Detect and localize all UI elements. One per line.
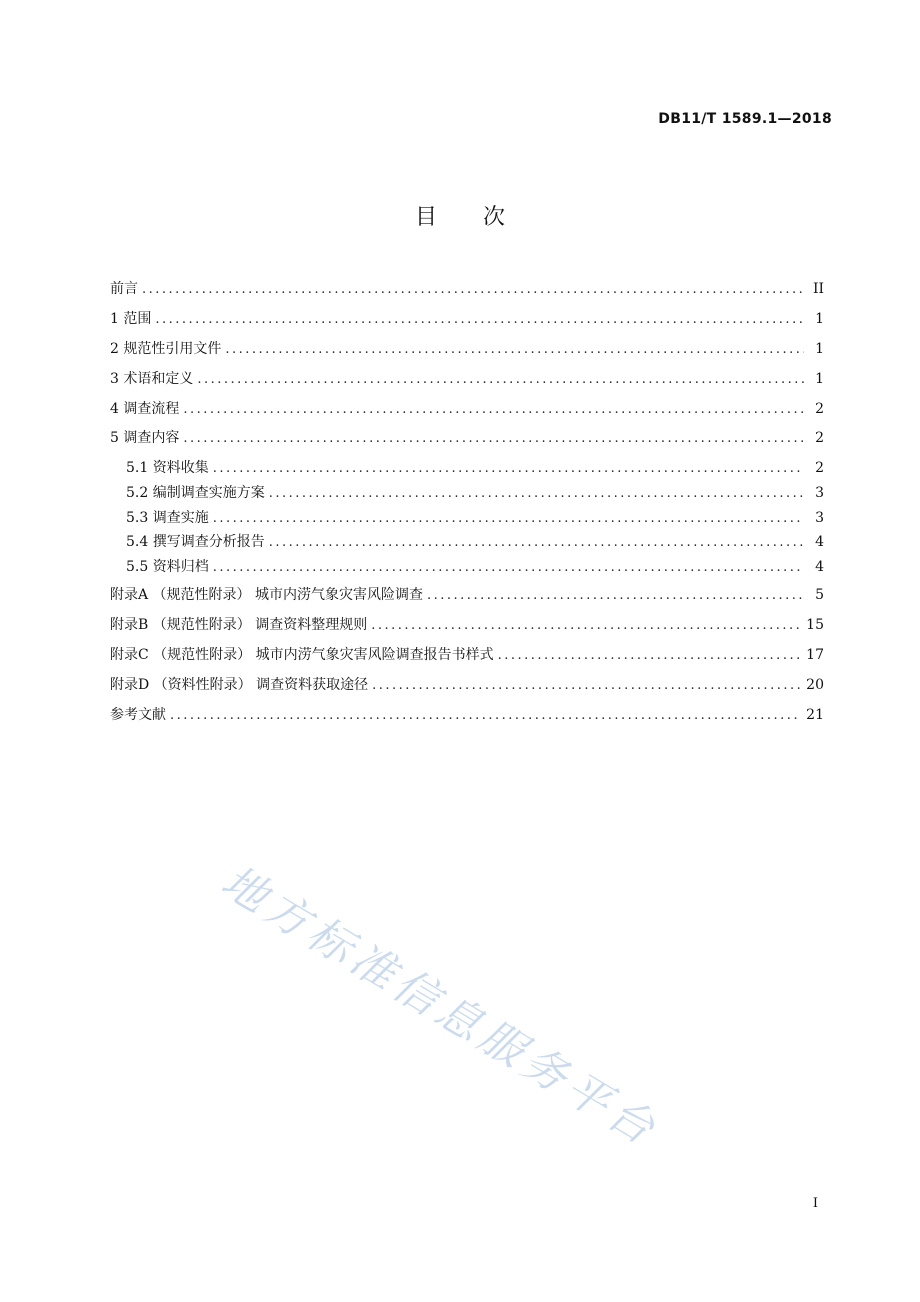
toc-dot-leader xyxy=(183,402,804,417)
toc-title: 目次 xyxy=(414,205,551,230)
toc-dot-leader xyxy=(372,678,800,693)
toc-dot-leader xyxy=(197,372,804,387)
toc-dot-leader xyxy=(183,431,804,446)
toc-entry-title: 附录A （规范性附录） 城市内涝气象灾害风险调查 xyxy=(110,587,424,604)
toc-dot-leader xyxy=(371,618,800,633)
table-of-contents xyxy=(110,278,824,734)
toc-entry-page: 21 xyxy=(806,706,824,723)
toc-entry-page: 3 xyxy=(815,509,824,526)
toc-entry-title: 5.2 编制调查实施方案 xyxy=(126,484,265,501)
toc-entry-title: 5.1 资料收集 xyxy=(126,460,209,477)
toc-dot-leader xyxy=(155,312,804,327)
toc-dot-leader xyxy=(213,461,804,476)
toc-entry[interactable] xyxy=(110,614,824,644)
toc-dot-leader xyxy=(213,560,804,575)
page-number: I xyxy=(812,1196,818,1211)
toc-entry[interactable] xyxy=(110,398,824,428)
toc-entry-page: 20 xyxy=(806,676,824,693)
toc-entry-page: 2 xyxy=(815,430,824,447)
toc-entry-page: 1 xyxy=(815,370,824,387)
toc-entry-title: 附录D （资料性附录） 调查资料获取途径 xyxy=(110,676,369,693)
watermark: 地方标准信息服务平台 xyxy=(212,855,668,1158)
toc-entry[interactable] xyxy=(110,338,824,368)
toc-entry[interactable] xyxy=(110,644,824,674)
toc-entry-title: 4 调查流程 xyxy=(110,400,180,417)
toc-entry-title: 附录B （规范性附录） 调查资料整理规则 xyxy=(110,617,368,634)
toc-dot-leader xyxy=(213,511,804,526)
toc-entry-title: 5.5 资料归档 xyxy=(126,558,209,575)
toc-dot-leader xyxy=(142,282,804,297)
toc-entry-page: 15 xyxy=(806,617,824,634)
toc-entry-title: 前言 xyxy=(110,281,138,297)
toc-entry-page: 1 xyxy=(815,310,824,327)
toc-entry-page: 17 xyxy=(806,647,824,664)
toc-entry[interactable] xyxy=(110,308,824,338)
toc-dot-leader xyxy=(170,708,800,723)
toc-entry-title: 5 调查内容 xyxy=(110,430,180,447)
toc-entry[interactable] xyxy=(110,507,824,532)
toc-entry[interactable] xyxy=(110,704,824,734)
toc-entry[interactable] xyxy=(110,556,824,581)
toc-entry[interactable] xyxy=(110,584,824,614)
toc-dot-leader xyxy=(427,588,804,603)
toc-entry-page: 5 xyxy=(815,587,824,604)
toc-entry-title: 5.4 撰写调查分析报告 xyxy=(126,534,265,551)
toc-entry-page: 2 xyxy=(815,460,824,477)
toc-entry-page: 4 xyxy=(815,558,824,575)
toc-entry-title: 2 规范性引用文件 xyxy=(110,340,222,357)
toc-entry-page: 3 xyxy=(815,484,824,501)
toc-dot-leader xyxy=(498,648,801,663)
toc-dot-leader xyxy=(225,342,804,357)
toc-entry-title: 1 范围 xyxy=(110,310,152,327)
toc-entry[interactable] xyxy=(110,674,824,704)
toc-entry-title: 5.3 调查实施 xyxy=(126,509,209,526)
toc-entry-page: 1 xyxy=(815,340,824,357)
toc-entry[interactable] xyxy=(110,457,824,482)
toc-entry-page: II xyxy=(812,281,824,297)
toc-entry[interactable] xyxy=(110,368,824,398)
toc-entry[interactable] xyxy=(110,482,824,507)
toc-entry-title: 参考文献 xyxy=(110,706,166,723)
toc-entry[interactable] xyxy=(110,531,824,556)
document-code: DB11/T 1589.1—2018 xyxy=(658,111,832,127)
toc-entry[interactable] xyxy=(110,427,824,457)
toc-dot-leader xyxy=(269,486,804,501)
toc-entry-title: 附录C （规范性附录） 城市内涝气象灾害风险调查报告书样式 xyxy=(110,647,494,664)
toc-dot-leader xyxy=(269,535,804,550)
toc-entry-page: 4 xyxy=(815,534,824,551)
toc-entry-title: 3 术语和定义 xyxy=(110,370,194,387)
toc-entry[interactable] xyxy=(110,278,824,308)
toc-entry-page: 2 xyxy=(815,400,824,417)
